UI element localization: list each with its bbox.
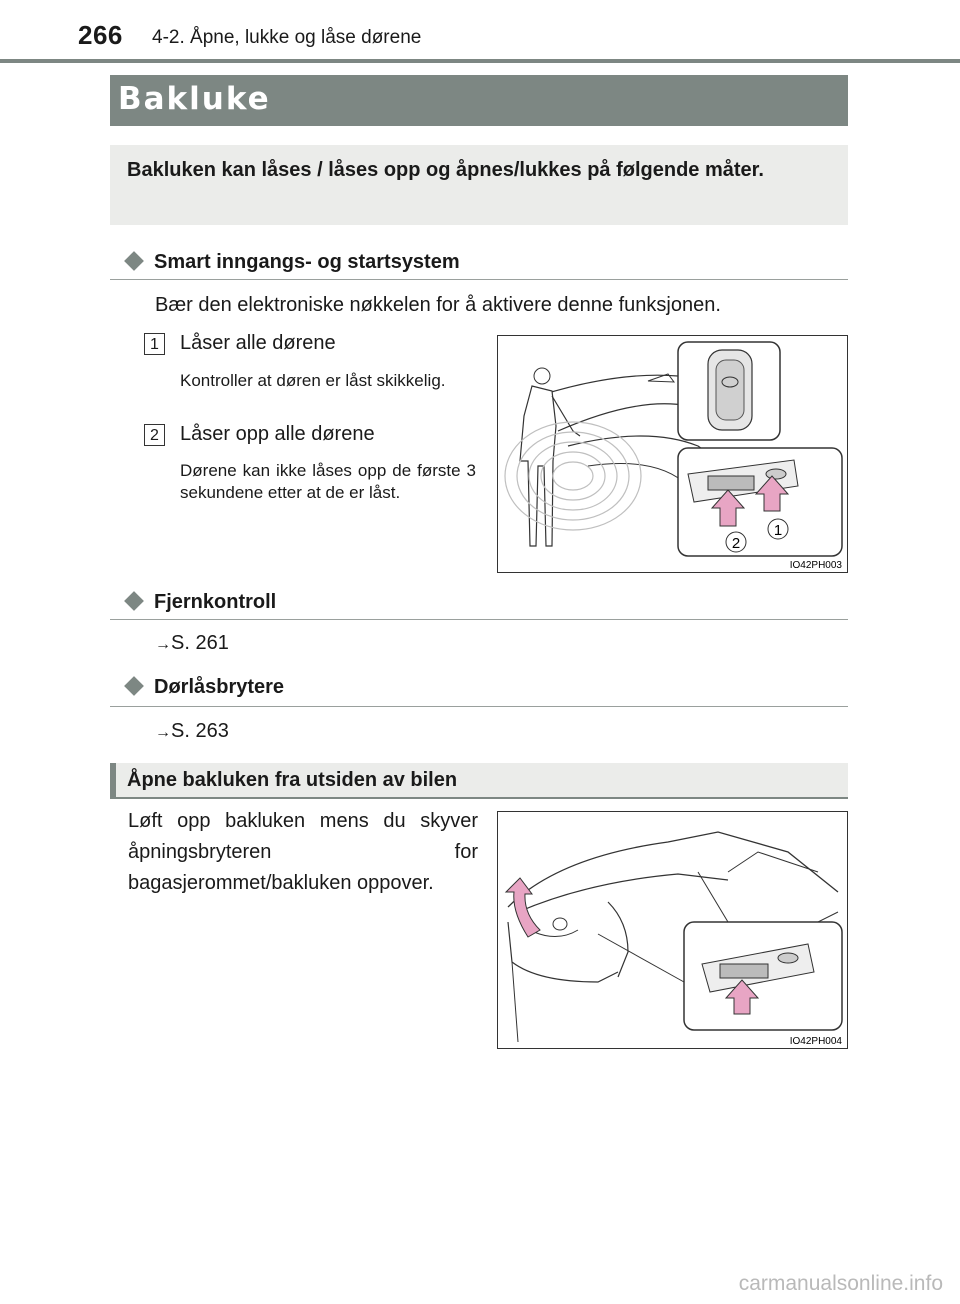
page-title: Bakluke	[118, 81, 271, 117]
callout-2: 2	[731, 535, 741, 552]
figure-code: IO42PH004	[789, 1036, 842, 1047]
item-note-lock: Kontroller at døren er låst skikkelig.	[180, 371, 446, 390]
running-head: 4-2. Åpne, lukke og låse dørene	[152, 27, 422, 48]
figure-code: IO42PH003	[789, 560, 842, 571]
smart-entry-illustration	[498, 336, 847, 572]
header-rule	[0, 59, 960, 63]
reference-link-remote[interactable]: →S. 261	[155, 632, 229, 654]
item-label-unlock: Låser opp alle dørene	[180, 423, 375, 445]
diamond-bullet-icon	[124, 676, 144, 696]
callout-1: 1	[773, 522, 783, 539]
subsection-rule	[110, 797, 848, 799]
subsection-accent	[110, 763, 116, 799]
diamond-bullet-icon	[124, 251, 144, 271]
section-text-smart-entry: Bær den elektroniske nøkkelen for å aktivere denne funksjonen.	[155, 294, 721, 316]
figure-smart-entry	[497, 335, 848, 573]
open-tailgate-illustration	[498, 812, 847, 1048]
intro-text: Bakluken kan låses / låses opp og åpnes/lukkes på følgende måter.	[127, 159, 764, 181]
subsection-text: Løft opp bakluken mens du skyver åpningsbryteren for bagasjerommet/bakluken oppover.	[128, 810, 478, 894]
section-rule	[110, 706, 848, 707]
item-note-unlock: Dørene kan ikke låses opp de første 3 sekundene etter at de er låst.	[180, 461, 476, 502]
item-number-2: 2	[144, 424, 165, 446]
page-number: 266	[78, 20, 123, 50]
section-heading-remote: Fjernkontroll	[154, 591, 277, 613]
arrow-right-icon: →	[155, 636, 171, 653]
figure-open-tailgate	[497, 811, 848, 1049]
arrow-right-icon: →	[155, 724, 171, 741]
section-rule	[110, 279, 848, 280]
section-rule	[110, 619, 848, 620]
reference-link-door-switches[interactable]: →S. 263	[155, 720, 229, 742]
item-label-lock: Låser alle dørene	[180, 332, 336, 354]
subsection-heading: Åpne bakluken fra utsiden av bilen	[127, 769, 458, 791]
diamond-bullet-icon	[124, 591, 144, 611]
item-number-1: 1	[144, 333, 165, 355]
watermark: carmanualsonline.info	[738, 1272, 943, 1295]
section-heading-door-switches: Dørlåsbrytere	[154, 676, 285, 698]
section-heading-smart-entry: Smart inngangs- og startsystem	[154, 251, 460, 273]
